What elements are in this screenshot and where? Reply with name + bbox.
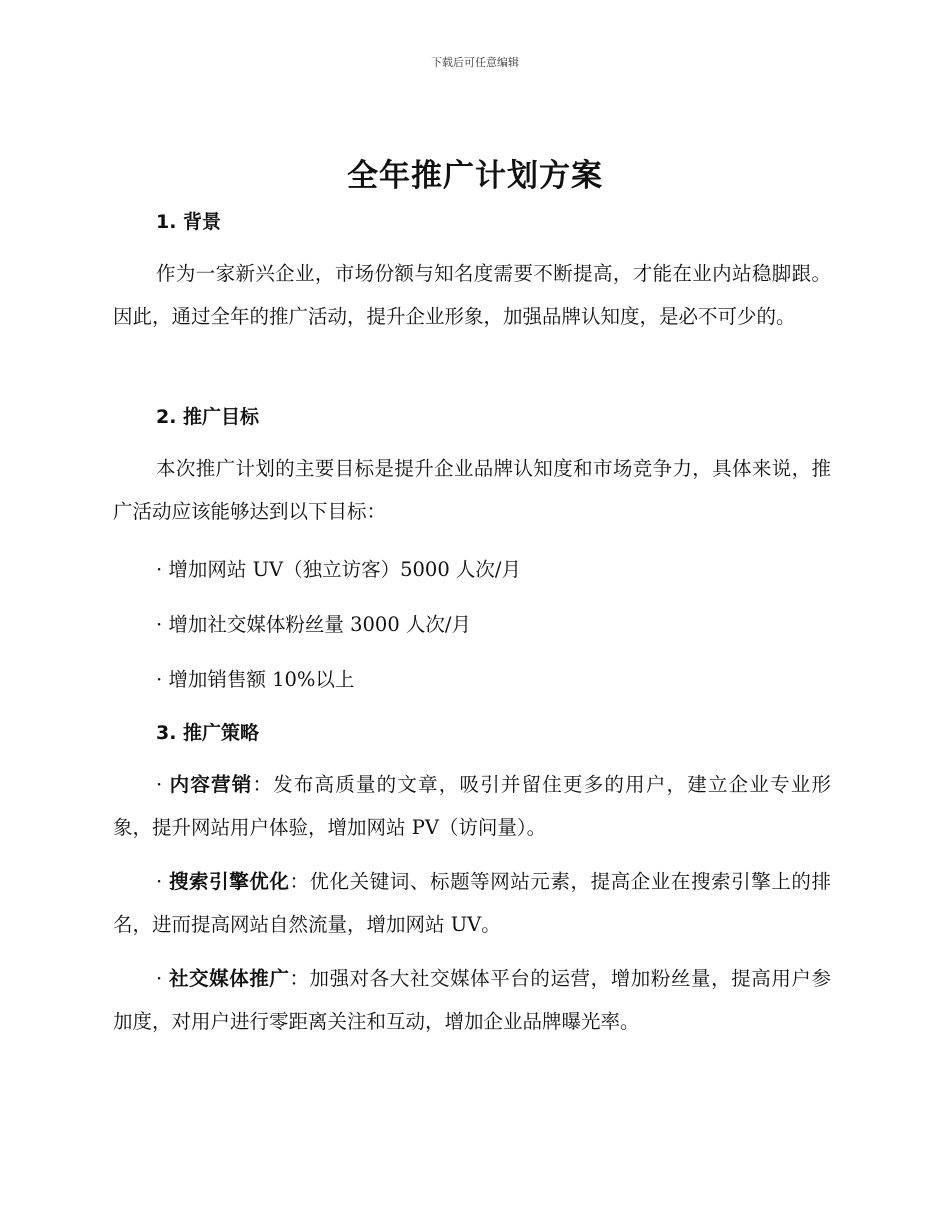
- section-heading-strategy: 3. 推广策略: [156, 722, 260, 744]
- strategy-item-seo: [113, 860, 831, 946]
- goal-item: · 增加网站 UV（独立访客）5000 人次/月: [156, 558, 522, 581]
- strategy-label: 社交媒体推广: [168, 967, 290, 990]
- strategy-item-content-marketing: [113, 763, 831, 849]
- strategy-text: ：加强对各大社交媒体平台的运营，增加粉丝量，提高用户参加度，对用户进行零距离关注和互动，增加企业品牌曝光率。: [113, 967, 831, 1033]
- background-paragraph: 作为一家新兴企业，市场份额与知名度需要不断提高，才能在业内站稳脚跟。因此，通过全年的推广活动，提升企业形象，加强品牌认知度，是必不可少的。: [113, 262, 831, 328]
- strategy-item-social-media: [113, 957, 831, 1043]
- strategy-label: 内容营销: [169, 773, 253, 796]
- strategy-bullet: ·: [156, 773, 170, 796]
- document-title: 全年推广计划方案: [347, 158, 603, 194]
- goal-item: · 增加销售额 10%以上: [156, 668, 355, 691]
- strategy-text: ：优化关键词、标题等网站元素，提高企业在搜索引擎上的排名，进而提高网站自然流量，增加网站 UV。: [113, 870, 831, 936]
- strategy-bullet: ·: [156, 967, 169, 990]
- header-note: 下载后可任意编辑: [431, 56, 519, 69]
- section-heading-background: 1. 背景: [156, 211, 222, 233]
- strategy-label: 搜索引擎优化: [168, 870, 290, 893]
- goals-paragraph: 本次推广计划的主要目标是提升企业品牌认知度和市场竞争力，具体来说，推广活动应该能够达到以下目标：: [113, 457, 831, 523]
- strategy-text: ：发布高质量的文章，吸引并留住更多的用户，建立企业专业形象，提升网站用户体验，增加网站 PV（访问量）。: [113, 773, 831, 839]
- goal-item: · 增加社交媒体粉丝量 3000 人次/月: [156, 613, 471, 636]
- section-heading-goals: 2. 推广目标: [156, 406, 260, 428]
- strategy-bullet: ·: [156, 870, 169, 893]
